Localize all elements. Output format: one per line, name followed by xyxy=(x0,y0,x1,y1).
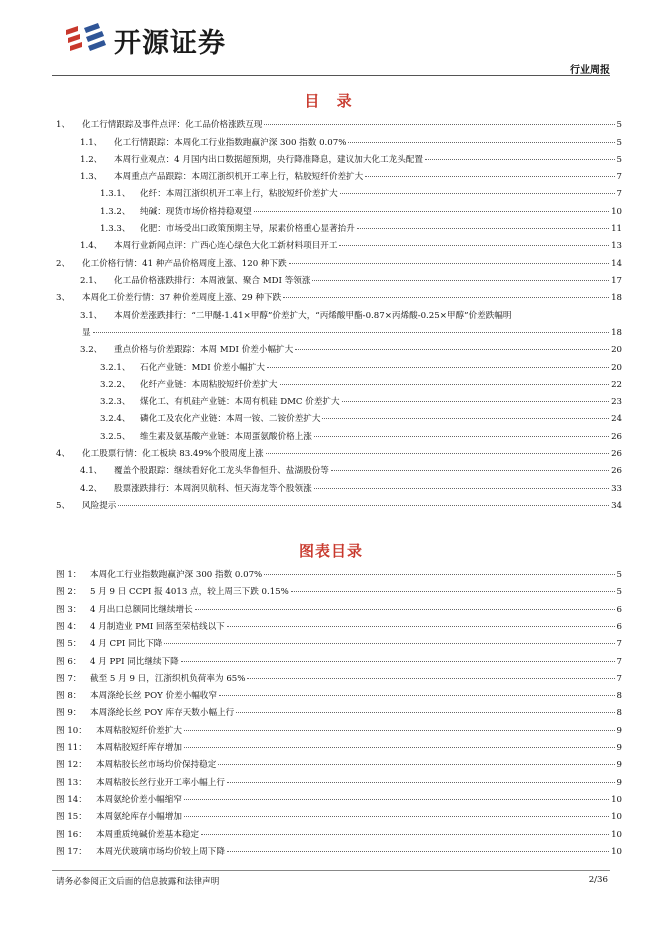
leader-dots xyxy=(184,799,609,800)
toc-entry-page: 11 xyxy=(611,224,622,234)
brand-name: 开源证券 xyxy=(114,27,226,59)
toc-entry-text: 显 xyxy=(82,328,91,338)
leader-dots xyxy=(195,609,615,610)
toc-entry[interactable] xyxy=(82,326,622,340)
toc-entry[interactable] xyxy=(100,395,622,409)
toc-entry-number: 4.2、 xyxy=(80,484,103,494)
toc-entry[interactable] xyxy=(80,464,622,478)
toc-entry-text: 化工行情跟踪：本周化工行业指数跑赢沪深 300 指数 0.07% xyxy=(114,138,347,148)
figure-entry-page: 10 xyxy=(611,846,622,857)
report-type-label: 行业周报 xyxy=(570,65,610,76)
leader-dots xyxy=(201,834,609,835)
toc-entry-page: 23 xyxy=(611,397,622,407)
leader-dots xyxy=(291,591,615,592)
leader-dots xyxy=(314,436,609,437)
toc-entry[interactable] xyxy=(100,430,622,444)
toc-entry-number: 3.1、 xyxy=(80,311,103,321)
figure-entry-page: 9 xyxy=(616,725,622,736)
figure-entry-label: 图 8： xyxy=(56,691,82,702)
figure-entry-label: 图 9： xyxy=(56,708,82,719)
toc-entry-number: 1.3.1、 xyxy=(100,189,131,199)
figure-entry[interactable] xyxy=(56,793,622,807)
toc-entry-page: 18 xyxy=(611,328,622,338)
figure-entry-text: 本周光伏玻璃市场均价较上周下降 xyxy=(96,846,225,857)
figure-entry-page: 10 xyxy=(611,812,622,823)
toc-entry-text: 维生素及氨基酸产业链：本周蛋氨酸价格上涨 xyxy=(140,432,312,442)
leader-dots xyxy=(219,695,614,696)
toc-entry-text: 风险提示 xyxy=(82,501,117,511)
toc-entry-page: 20 xyxy=(611,363,622,373)
leader-dots xyxy=(289,263,609,264)
figure-entry-label: 图 3： xyxy=(56,604,82,615)
leader-dots xyxy=(266,453,609,454)
toc-entry-text: 化工行情跟踪及事件点评：化工品价格涨跌互现 xyxy=(82,120,263,130)
toc-entry[interactable] xyxy=(80,170,622,184)
leader-dots xyxy=(264,124,614,125)
leader-dots xyxy=(314,488,609,489)
toc-entry-number: 5、 xyxy=(56,501,71,511)
leader-dots xyxy=(218,764,614,765)
toc-entry[interactable] xyxy=(100,412,622,426)
leader-dots xyxy=(118,505,609,506)
toc-entry[interactable] xyxy=(80,136,622,150)
toc-entry-text: 纯碱：现货市场价格持稳观望 xyxy=(140,207,252,217)
figure-entry-label: 图 15： xyxy=(56,812,87,823)
leader-dots xyxy=(267,367,609,368)
figure-entry-text: 本周氨纶价差小幅缩窄 xyxy=(96,794,182,805)
toc-entry-number: 1、 xyxy=(56,120,71,130)
figure-entry-text: 5 月 9 日 CCPI 报 4013 点，较上周三下跌 0.15% xyxy=(90,587,289,598)
figure-entry[interactable] xyxy=(56,672,622,686)
figure-entry-label: 图 11： xyxy=(56,743,87,753)
toc-entry-number: 3.2.2、 xyxy=(100,380,131,390)
toc-entry-number: 1.1、 xyxy=(80,138,103,148)
toc-entry-number: 1.2、 xyxy=(80,155,103,165)
figure-entry[interactable] xyxy=(56,568,622,582)
leader-dots xyxy=(184,747,615,748)
figure-entry-text: 本周涤纶长丝 POY 价差小幅收窄 xyxy=(90,691,218,702)
toc-entry[interactable] xyxy=(56,257,622,271)
footer-disclaimer: 请务必参阅正文后面的信息披露和法律声明 xyxy=(56,877,220,887)
leader-dots xyxy=(331,470,609,471)
toc-entry-page: 26 xyxy=(611,449,622,459)
figure-entry-label: 图 13： xyxy=(56,777,87,788)
figure-list-title: 图表目录 xyxy=(298,542,363,560)
toc-title: 目 录 xyxy=(304,92,358,110)
figure-entry-text: 4 月制造业 PMI 回落至荣枯线以下 xyxy=(90,621,225,632)
toc-entry-number: 1.3.2、 xyxy=(100,207,131,217)
leader-dots xyxy=(312,280,609,281)
toc-entry-page: 14 xyxy=(611,259,622,269)
toc-entry-number: 4.1、 xyxy=(80,466,103,476)
toc-entry-page: 7 xyxy=(616,172,622,182)
leader-dots xyxy=(181,661,615,662)
toc-entry-number: 3.2.4、 xyxy=(100,414,131,424)
toc-entry-page: 10 xyxy=(611,207,622,217)
toc-entry-page: 5 xyxy=(616,138,622,148)
toc-entry-number: 3、 xyxy=(56,293,71,303)
toc-entry[interactable] xyxy=(100,187,622,201)
toc-entry[interactable] xyxy=(100,222,622,236)
figure-entry[interactable] xyxy=(56,637,622,651)
toc-entry[interactable] xyxy=(56,118,622,132)
figure-entry-page: 10 xyxy=(611,794,622,805)
toc-entry-number: 3.2.1、 xyxy=(100,363,131,373)
figure-entry[interactable] xyxy=(56,603,622,617)
leader-dots xyxy=(322,418,609,419)
figure-entry[interactable] xyxy=(56,758,622,772)
toc-entry-number: 1.4、 xyxy=(80,241,103,251)
figure-entry[interactable] xyxy=(56,655,622,669)
leader-dots xyxy=(348,142,614,143)
leader-dots xyxy=(365,176,614,177)
toc-entry-text: 化纤产业链：本周粘胶短纤价差扩大 xyxy=(140,380,278,390)
toc-entry-text: 化肥：市场受出口政策预期主导，尿素价格重心显著抬升 xyxy=(140,224,355,234)
figure-entry-page: 7 xyxy=(616,673,622,684)
figure-entry-page: 8 xyxy=(616,708,622,719)
leader-dots xyxy=(295,349,609,350)
toc-entry-number: 2、 xyxy=(56,259,71,269)
figure-entry-label: 图 1： xyxy=(56,570,82,580)
figure-entry[interactable] xyxy=(56,810,622,824)
leader-dots xyxy=(357,228,609,229)
toc-entry-page: 34 xyxy=(611,501,622,511)
figure-entry-text: 本周涤纶长丝 POY 库存天数小幅上行 xyxy=(90,708,235,719)
toc-entry-text: 化工股票行情：化工板块 83.49%个股周度上涨 xyxy=(82,449,264,459)
toc-entry[interactable] xyxy=(80,239,622,253)
figure-entry-text: 本周粘胶长丝市场均价保持稳定 xyxy=(96,760,217,771)
toc-entry-text: 石化产业链：MDI 价差小幅扩大 xyxy=(140,363,265,373)
toc-entry-text: 覆盖个股跟踪：继续看好化工龙头华鲁恒升、盐湖股份等 xyxy=(114,466,329,476)
toc-entry-number: 1.3.3、 xyxy=(100,224,131,234)
figure-entry-text: 4 月 CPI 同比下降 xyxy=(90,639,163,650)
figure-entry-text: 本周化工行业指数跑赢沪深 300 指数 0.07% xyxy=(90,570,263,580)
figure-entry-text: 本周氨纶库存小幅增加 xyxy=(96,812,182,823)
toc-entry-number: 3.2.5、 xyxy=(100,432,131,442)
toc-entry-text: 化工价格行情：41 种产品价格周度上涨、120 种下跌 xyxy=(82,259,287,269)
toc-entry-page: 17 xyxy=(611,276,622,286)
brand-logo xyxy=(64,22,226,58)
leader-dots xyxy=(339,245,609,246)
toc-entry[interactable] xyxy=(100,361,622,375)
leader-dots xyxy=(283,297,609,298)
toc-entry-text: 重点价格与价差跟踪：本周 MDI 价差小幅扩大 xyxy=(114,345,294,355)
toc-entry-number: 2.1、 xyxy=(80,276,103,286)
footer-divider xyxy=(52,870,610,871)
leader-dots xyxy=(340,193,615,194)
figure-entry-page: 9 xyxy=(616,743,622,753)
figure-entry-label: 图 7： xyxy=(56,673,82,684)
figure-entry[interactable] xyxy=(56,585,622,599)
toc-entry-page: 26 xyxy=(611,466,622,476)
figure-entry-text: 本周粘胶短纤库存增加 xyxy=(96,743,182,753)
toc-entry-text: 化纤：本周江浙织机开工率上行，粘胶短纤价差扩大 xyxy=(140,189,338,199)
toc-entry-page: 13 xyxy=(611,241,622,251)
toc-entry-text: 本周重点产品跟踪：本周江浙织机开工率上行，粘胶短纤价差扩大 xyxy=(114,172,364,182)
figure-entry-label: 图 2： xyxy=(56,587,82,598)
leader-dots xyxy=(280,384,610,385)
figure-entry-text: 本周粘胶短纤价差扩大 xyxy=(96,725,182,736)
leader-dots xyxy=(227,782,615,783)
toc-entry-text: 磷化工及农化产业链：本周一铵、二铵价差扩大 xyxy=(140,414,321,424)
page-number: 2/36 xyxy=(588,875,608,885)
toc-entry[interactable] xyxy=(56,291,622,305)
toc-entry-page: 20 xyxy=(611,345,622,355)
figure-entry-page: 10 xyxy=(611,829,622,840)
toc-entry[interactable] xyxy=(80,309,622,323)
figure-entry-page: 5 xyxy=(616,587,622,598)
toc-entry[interactable] xyxy=(56,499,622,513)
figure-entry-label: 图 10： xyxy=(56,725,87,736)
figure-entry[interactable] xyxy=(56,741,622,755)
toc-entry-page: 5 xyxy=(616,120,622,130)
toc-entry[interactable] xyxy=(80,153,622,167)
toc-entry-text: 本周行业观点：4 月国内出口数据超预期，央行降准降息，建议加大化工龙头配置 xyxy=(114,155,423,165)
leader-dots xyxy=(227,851,609,852)
figure-entry[interactable] xyxy=(56,724,622,738)
leader-dots xyxy=(227,626,615,627)
figure-entry-page: 7 xyxy=(616,639,622,650)
figure-entry[interactable] xyxy=(56,706,622,720)
figure-entry-text: 4 月 PPI 同比继续下降 xyxy=(90,656,179,667)
leader-dots xyxy=(247,678,614,679)
figure-entry-label: 图 6： xyxy=(56,656,82,667)
toc-entry-text: 本周行业新闻点评：广西心连心绿色大化工新材料项目开工 xyxy=(114,241,338,251)
toc-entry-text: 化工品价格涨跌排行：本周液氯、聚合 MDI 等领涨 xyxy=(114,276,311,286)
figure-entry-page: 6 xyxy=(616,621,622,632)
toc-entry[interactable] xyxy=(80,274,622,288)
toc-entry-page: 22 xyxy=(611,380,622,390)
header-divider xyxy=(52,75,610,76)
figure-entry-label: 图 12： xyxy=(56,760,87,771)
leader-dots xyxy=(164,643,614,644)
toc-entry-text: 本周化工价差行情：37 种价差周度上涨、29 种下跌 xyxy=(82,293,282,303)
figure-entry-page: 9 xyxy=(616,777,622,788)
toc-entry-page: 24 xyxy=(611,414,622,424)
leader-dots xyxy=(254,211,609,212)
logo-mark-icon xyxy=(64,22,108,58)
toc-entry-text: 本周价差涨跌排行：“二甲醚-1.41×甲醇”价差扩大，“丙烯酸甲酯-0.87×丙烯酸-0.25×甲醇”价差跌幅明 xyxy=(114,311,512,321)
figure-entry[interactable] xyxy=(56,776,622,790)
leader-dots xyxy=(236,712,614,713)
page-header xyxy=(0,0,662,76)
toc-entry-text: 煤化工、有机硅产业链：本周有机硅 DMC 价差扩大 xyxy=(140,397,340,407)
figure-entry-label: 图 4： xyxy=(56,621,82,632)
figure-entry-text: 本周重质纯碱价差基本稳定 xyxy=(96,829,200,840)
toc-entry[interactable] xyxy=(80,343,622,357)
toc-entry[interactable] xyxy=(100,378,622,392)
leader-dots xyxy=(184,730,615,731)
figure-entry-text: 4 月出口总额同比继续增长 xyxy=(90,604,193,615)
toc-entry-page: 26 xyxy=(611,432,622,442)
figure-entry-page: 9 xyxy=(616,760,622,771)
figure-entry-text: 截至 5 月 9 日，江浙织机负荷率为 65% xyxy=(90,673,246,684)
figure-entry[interactable] xyxy=(56,845,622,859)
leader-dots xyxy=(425,159,615,160)
toc-entry-page: 7 xyxy=(616,189,622,199)
toc-entry-page: 18 xyxy=(611,293,622,303)
toc-entry-page: 33 xyxy=(611,484,622,494)
toc-entry-number: 3.2、 xyxy=(80,345,103,355)
figure-entry-page: 7 xyxy=(616,656,622,667)
figure-entry-page: 6 xyxy=(616,604,622,615)
figure-entry[interactable] xyxy=(56,828,622,842)
figure-entry-page: 5 xyxy=(616,570,622,580)
leader-dots xyxy=(342,401,609,402)
toc-entry[interactable] xyxy=(56,447,622,461)
figure-entry[interactable] xyxy=(56,689,622,703)
figure-entry-label: 图 16： xyxy=(56,829,87,840)
toc-entry-text: 股票涨跌排行：本周润贝航科、恒天海龙等个股领涨 xyxy=(114,484,312,494)
figure-entry-page: 8 xyxy=(616,691,622,702)
figure-entry[interactable] xyxy=(56,620,622,634)
toc-entry-page: 5 xyxy=(616,155,622,165)
figure-entry-label: 图 14： xyxy=(56,794,87,805)
toc-entry-number: 1.3、 xyxy=(80,172,103,182)
figure-entry-label: 图 5： xyxy=(56,639,82,650)
toc-entry[interactable] xyxy=(100,205,622,219)
toc-entry-number: 4、 xyxy=(56,449,71,459)
toc-entry-number: 3.2.3、 xyxy=(100,397,131,407)
figure-entry-label: 图 17： xyxy=(56,846,87,857)
leader-dots xyxy=(93,332,609,333)
leader-dots xyxy=(184,816,609,817)
toc-entry[interactable] xyxy=(80,482,622,496)
figure-entry-text: 本周粘胶长丝行业开工率小幅上行 xyxy=(96,777,225,788)
leader-dots xyxy=(264,574,614,575)
